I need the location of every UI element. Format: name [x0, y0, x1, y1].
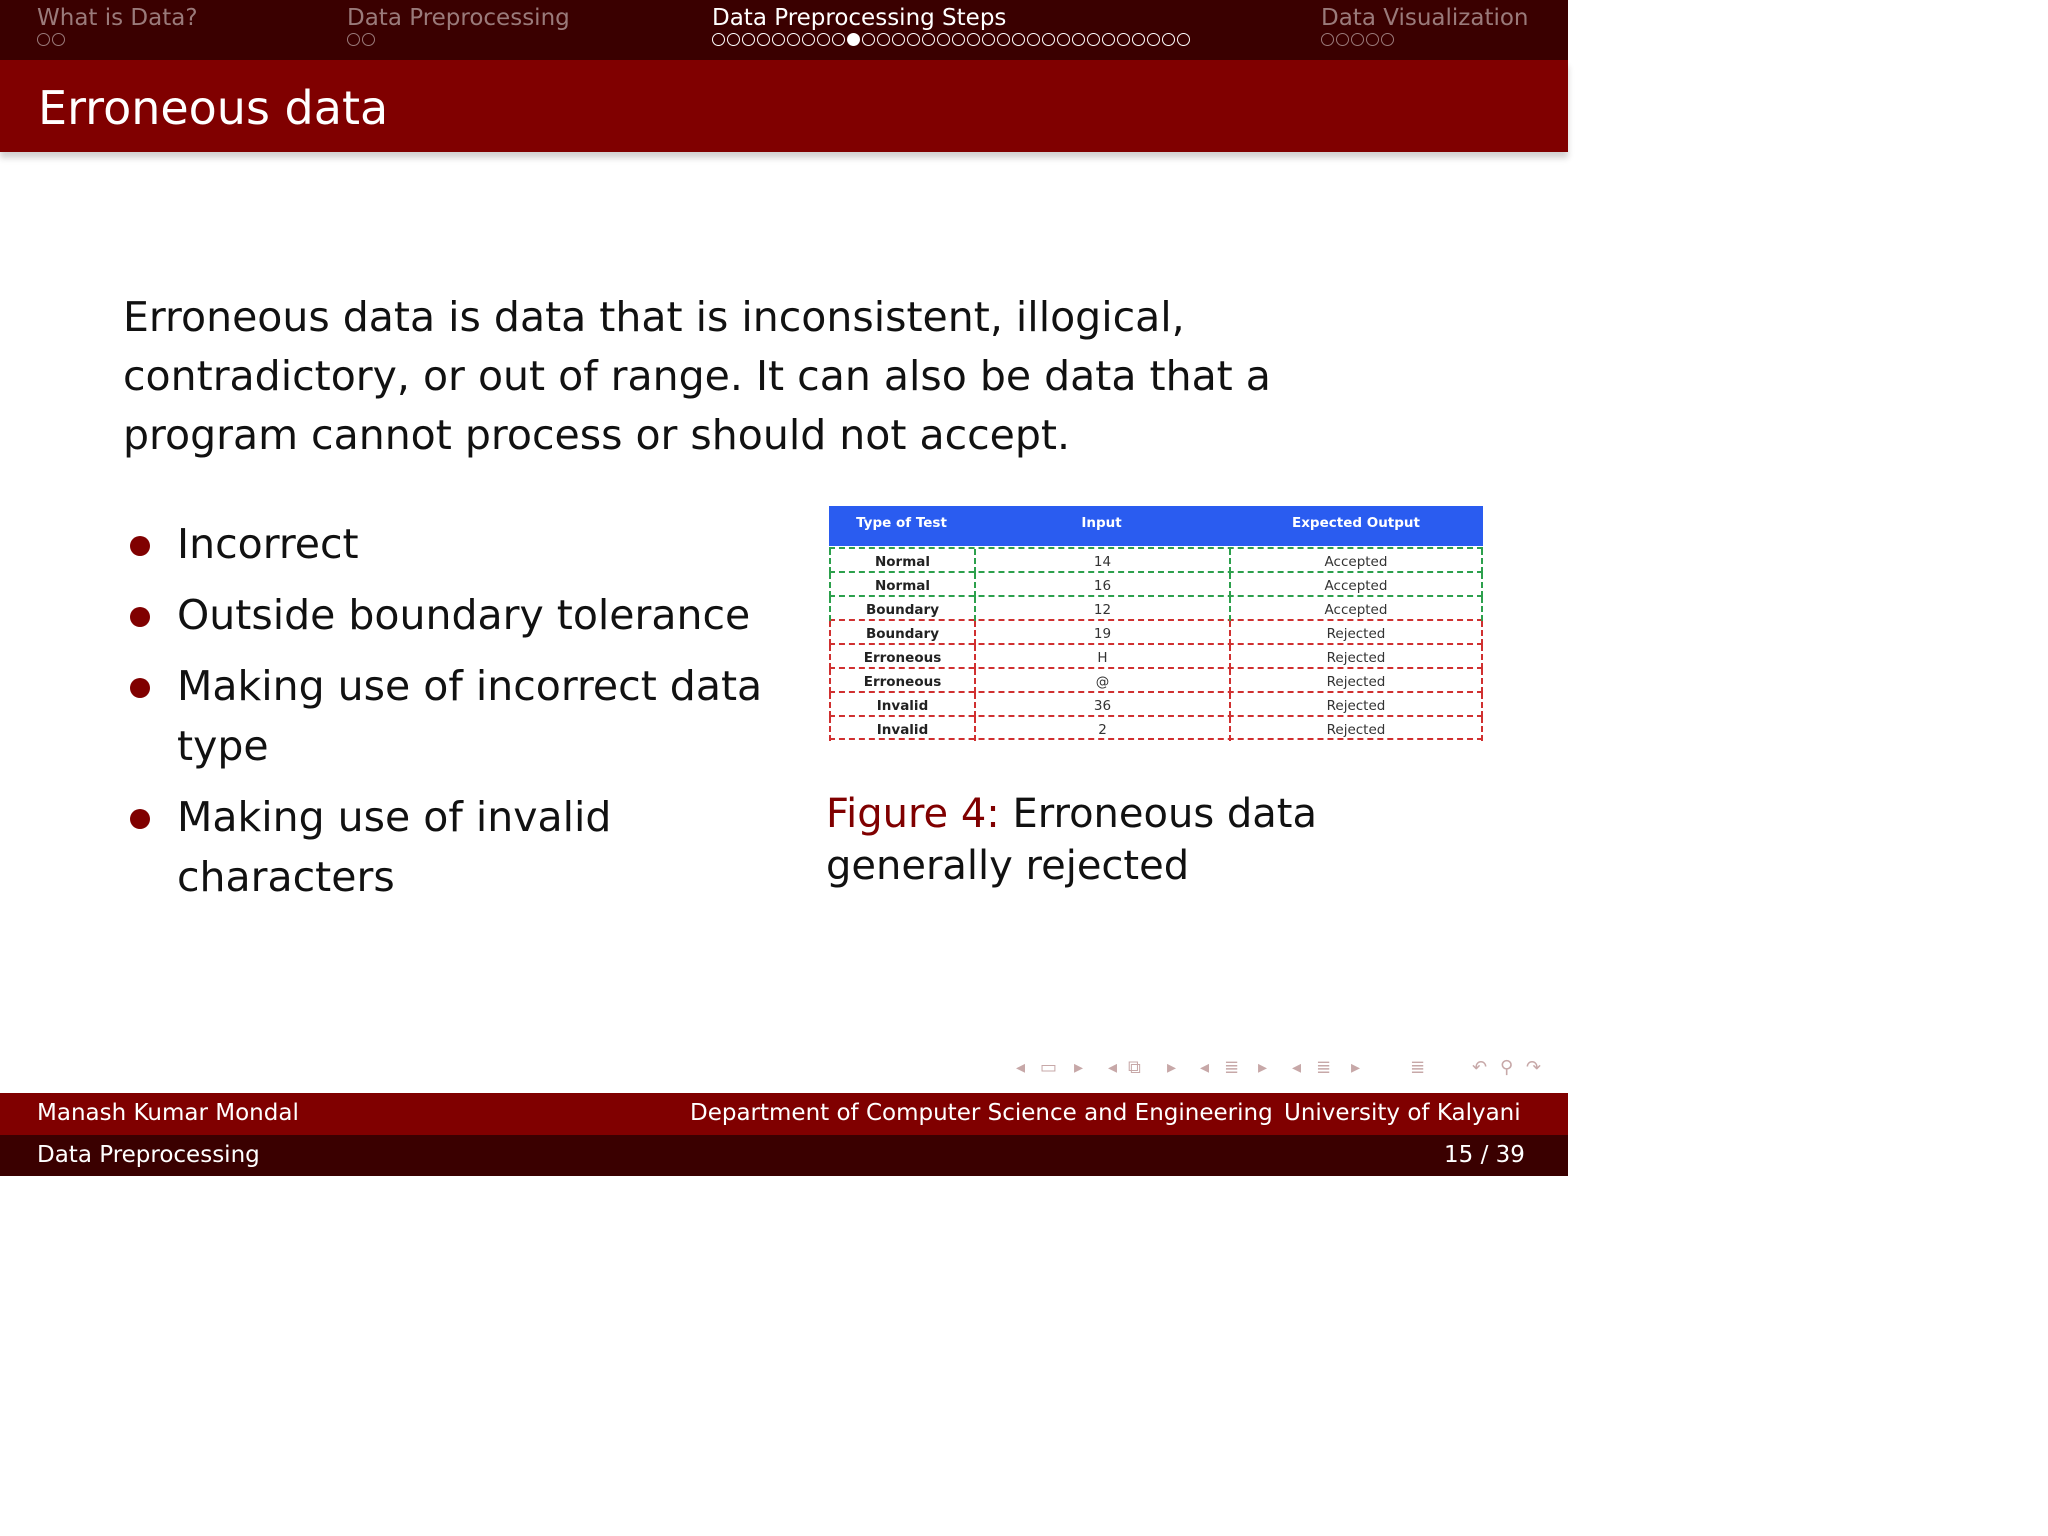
- nav-prev-icon[interactable]: ◂: [1200, 1057, 1210, 1078]
- table-cell: Normal: [829, 573, 974, 597]
- frame-icon[interactable]: ▭: [1040, 1057, 1058, 1078]
- frame-dot[interactable]: [1177, 33, 1190, 46]
- bullet-icon: [130, 536, 150, 556]
- table-header-cell: Expected Output: [1292, 515, 1420, 531]
- nav-frame-dots: [347, 33, 570, 46]
- frame-dot[interactable]: [712, 33, 725, 46]
- frame-dot[interactable]: [952, 33, 965, 46]
- frame-dot[interactable]: [1087, 33, 1100, 46]
- frame-dot[interactable]: [1336, 33, 1349, 46]
- table-cell: @: [974, 669, 1229, 693]
- frame-dot[interactable]: [1102, 33, 1115, 46]
- frame-dot[interactable]: [1351, 33, 1364, 46]
- nav-prev-icon[interactable]: ◂: [1292, 1057, 1302, 1078]
- definition-paragraph: Erroneous data is data that is inconsistent, illogical, contradictory, or out of range. It can also be data that a program cannot process or should not accept.: [123, 293, 1271, 459]
- footer-bottom-bar: [0, 1135, 1568, 1176]
- nav-section-label[interactable]: Data Visualization: [1321, 5, 1529, 31]
- undo-icon[interactable]: ↶: [1472, 1057, 1488, 1078]
- table-cell: 2: [974, 717, 1229, 741]
- table-cell: Rejected: [1229, 645, 1483, 669]
- frame-dot[interactable]: [727, 33, 740, 46]
- figure-caption-prefix: Figure 4:: [826, 791, 1000, 837]
- frame-dot[interactable]: [772, 33, 785, 46]
- nav-section-data-preprocessing-steps[interactable]: [712, 4, 1190, 46]
- redo-icon[interactable]: ↷: [1526, 1057, 1542, 1078]
- table-row: [829, 595, 1483, 619]
- nav-prev-icon[interactable]: ◂: [1016, 1057, 1026, 1078]
- nav-next-icon[interactable]: ▸: [1167, 1057, 1177, 1078]
- frame-dot[interactable]: [37, 33, 50, 46]
- table-row: [829, 547, 1483, 571]
- page-separator: /: [1480, 1142, 1489, 1168]
- subsection-icon[interactable]: ⧉: [1128, 1057, 1141, 1078]
- bullet-icon: [130, 607, 150, 627]
- table-cell: Accepted: [1229, 597, 1483, 621]
- section-navigation-bar: [0, 0, 1568, 60]
- footer-university: University of Kalyani: [1284, 1100, 1521, 1126]
- frame-dot[interactable]: [347, 33, 360, 46]
- frame-dot[interactable]: [1147, 33, 1160, 46]
- table-header-row: [829, 506, 1483, 546]
- bullet-icon: [130, 678, 150, 698]
- frame-dot[interactable]: [922, 33, 935, 46]
- frame-dot[interactable]: [52, 33, 65, 46]
- bullet-icon: [130, 809, 150, 829]
- frame-dot[interactable]: [1321, 33, 1334, 46]
- table-cell: 14: [974, 549, 1229, 573]
- bullet-text: Outside boundary tolerance: [177, 591, 751, 639]
- bullet-item: [130, 514, 770, 574]
- current-frame-dot[interactable]: [847, 33, 860, 46]
- table-row: [829, 619, 1483, 643]
- frame-title-bar: [0, 60, 1568, 152]
- table-cell: Accepted: [1229, 549, 1483, 573]
- table-cell: Rejected: [1229, 717, 1483, 741]
- frame-dot[interactable]: [892, 33, 905, 46]
- frame-dot[interactable]: [1381, 33, 1394, 46]
- table-cell: Accepted: [1229, 573, 1483, 597]
- frame-dot[interactable]: [817, 33, 830, 46]
- frame-dot[interactable]: [1117, 33, 1130, 46]
- nav-section-label[interactable]: What is Data?: [37, 5, 198, 31]
- bullet-item: [130, 656, 770, 776]
- frame-dot[interactable]: [1162, 33, 1175, 46]
- table-row: [829, 715, 1483, 740]
- bullet-text: Making use of incorrect data type: [177, 662, 763, 770]
- nav-next-icon[interactable]: ▸: [1074, 1057, 1084, 1078]
- nav-frame-dots: [712, 33, 1190, 46]
- table-cell: Rejected: [1229, 621, 1483, 645]
- toc-icon[interactable]: ≣: [1410, 1057, 1426, 1078]
- table-cell: Invalid: [829, 693, 974, 717]
- table-header-cell: Input: [1081, 515, 1122, 531]
- table-cell: Erroneous: [829, 669, 974, 693]
- table-cell: Invalid: [829, 717, 974, 741]
- bullet-text: Incorrect: [177, 520, 359, 568]
- section-icon[interactable]: ≣: [1316, 1057, 1332, 1078]
- frame-dot[interactable]: [1027, 33, 1040, 46]
- frame-dot[interactable]: [802, 33, 815, 46]
- table-cell: 19: [974, 621, 1229, 645]
- frame-dot[interactable]: [1057, 33, 1070, 46]
- table-row: [829, 571, 1483, 595]
- frame-dot[interactable]: [862, 33, 875, 46]
- frame-dot[interactable]: [1072, 33, 1085, 46]
- figure-caption: [826, 788, 1486, 892]
- nav-section-data-preprocessing[interactable]: [347, 4, 570, 46]
- section-icon[interactable]: ≣: [1224, 1057, 1240, 1078]
- table-cell: H: [974, 645, 1229, 669]
- frame-dot[interactable]: [907, 33, 920, 46]
- frame-dot[interactable]: [1042, 33, 1055, 46]
- frame-dot[interactable]: [1012, 33, 1025, 46]
- nav-section-data-visualization[interactable]: [1321, 4, 1529, 46]
- nav-next-icon[interactable]: ▸: [1258, 1057, 1268, 1078]
- table-row: [829, 667, 1483, 691]
- page-number: [1444, 1135, 1525, 1175]
- table-cell: Rejected: [1229, 669, 1483, 693]
- table-row: [829, 643, 1483, 667]
- frame-dot[interactable]: [832, 33, 845, 46]
- table-body: [829, 547, 1483, 740]
- frame-dot[interactable]: [1366, 33, 1379, 46]
- figure-caption-text: Erroneous data generally rejected: [826, 791, 1317, 889]
- bullet-item: [130, 787, 770, 907]
- table-cell: 36: [974, 693, 1229, 717]
- nav-next-icon[interactable]: ▸: [1351, 1057, 1361, 1078]
- frame-dot[interactable]: [1132, 33, 1145, 46]
- frame-dot[interactable]: [877, 33, 890, 46]
- nav-frame-dots: [1321, 33, 1529, 46]
- frame-dot[interactable]: [997, 33, 1010, 46]
- footer-department: Department of Computer Science and Engineering: [690, 1100, 1273, 1126]
- bullet-item: [130, 585, 770, 645]
- bullet-text: Making use of invalid characters: [177, 793, 612, 901]
- table-cell: 16: [974, 573, 1229, 597]
- table-cell: 12: [974, 597, 1229, 621]
- nav-prev-icon[interactable]: ◂: [1108, 1057, 1118, 1078]
- page-total: 39: [1495, 1142, 1525, 1168]
- nav-section-label[interactable]: Data Preprocessing: [347, 5, 570, 31]
- frame-dot[interactable]: [937, 33, 950, 46]
- footer-top-bar: [0, 1093, 1568, 1135]
- table-cell: Erroneous: [829, 645, 974, 669]
- frame-dot[interactable]: [757, 33, 770, 46]
- frame-dot[interactable]: [967, 33, 980, 46]
- table-cell: Normal: [829, 549, 974, 573]
- bullet-list: [130, 514, 770, 918]
- table-cell: Boundary: [829, 597, 974, 621]
- frame-dot[interactable]: [362, 33, 375, 46]
- table-header-cell: Type of Test: [856, 515, 947, 531]
- nav-section-label[interactable]: Data Preprocessing Steps: [712, 5, 1007, 31]
- frame-dot[interactable]: [787, 33, 800, 46]
- footer-short-title: Data Preprocessing: [37, 1142, 260, 1168]
- nav-frame-dots: [37, 33, 198, 46]
- table-cell: Boundary: [829, 621, 974, 645]
- slide-title: Erroneous data: [38, 81, 389, 135]
- test-data-table: [829, 506, 1483, 740]
- search-icon[interactable]: ⚲: [1500, 1057, 1514, 1078]
- table-cell: Rejected: [1229, 693, 1483, 717]
- table-row: [829, 691, 1483, 715]
- frame-dot[interactable]: [982, 33, 995, 46]
- nav-section-what-is-data[interactable]: [37, 4, 198, 46]
- page-current: 15: [1444, 1142, 1474, 1168]
- footer-author: Manash Kumar Mondal: [37, 1100, 299, 1126]
- frame-dot[interactable]: [742, 33, 755, 46]
